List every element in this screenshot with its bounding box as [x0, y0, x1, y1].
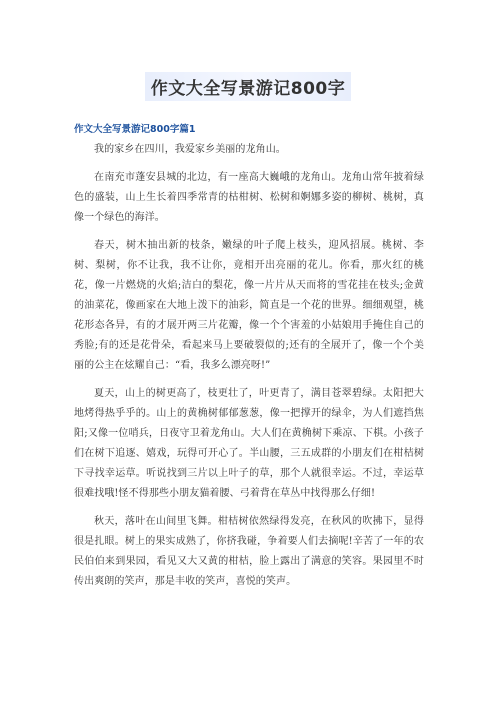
title-number: 800 [290, 79, 328, 99]
paragraph-3: 春天，树木抽出新的枝条，嫩绿的叶子爬上枝头，迎风招展。桃树、李树、梨树，你不让我，我不让你，竟相开出亮丽的花儿。你看，那火红的桃花，像一片燃烧的火焰;洁白的梨花，像一片片从天而将的雪花挂在枝头;金黄的油菜花，像画家在大地上泼下的油彩，简直是一个花的世界。细细观望，桃花形态各异，有的才展开两三片花瓣，像一个个害羞的小姑娘用手掩住自己的秀脸;有的还是花骨朵，看起来马上要破裂似的;还有的全展开了，像一个个美丽的公主在炫耀自己：“看，我多么漂亮呀!” [74, 240, 424, 371]
section-heading: 作文大全写景游记800字篇1 [74, 124, 196, 135]
title-suffix: 字 [327, 79, 346, 99]
paragraph-2: 在南充市蓬安县城的北边，有一座高大巍峨的龙角山。龙角山常年披着绿色的盛装，山上生长着四季常青的枯柑树、松树和婀娜多姿的柳树、桃树，真像一个绿色的海洋。 [74, 172, 424, 223]
paragraph-5: 秋天，落叶在山间里飞舞。柑桔树依然绿得发亮，在秋风的吹拂下，显得很是扎眼。树上的果实成熟了，你挤我碰，争着要人们去摘呢!辛苦了一年的农民伯伯来到果园，看见又大又黄的柑桔，脸上露出了满意的笑容。果园里不时传出爽朗的笑声，那是丰收的笑声，喜悦的笑声。 [74, 516, 424, 587]
page-title [145, 72, 352, 101]
article-body [74, 120, 424, 600]
title-wrap [0, 72, 496, 101]
title-prefix: 作文大全写景游记 [150, 79, 291, 99]
paragraph-4: 夏天，山上的树更高了，枝更壮了，叶更青了，满目苍翠碧绿。太阳把大地烤得热乎乎的。山上的黄桷树郁郁葱葱，像一把撑开的绿伞，为人们遮挡焦阳;又像一位哨兵，日夜守卫着龙角山。大人们在黄桷树下乘凉、下棋。小孩子们在树下追逐、嬉戏，玩得可开心了。半山腰，三五成群的小朋友们在柑桔树下寻找幸运草。听说找到三片以上叶子的草，那个人就很幸运。不过，幸运草很难找哦!怪不得那些小朋友猫着腰、弓着背在草丛中找得那么仔细! [74, 388, 424, 499]
paragraph-1: 我的家乡在四川，我爱家乡美丽的龙角山。 [94, 144, 286, 155]
